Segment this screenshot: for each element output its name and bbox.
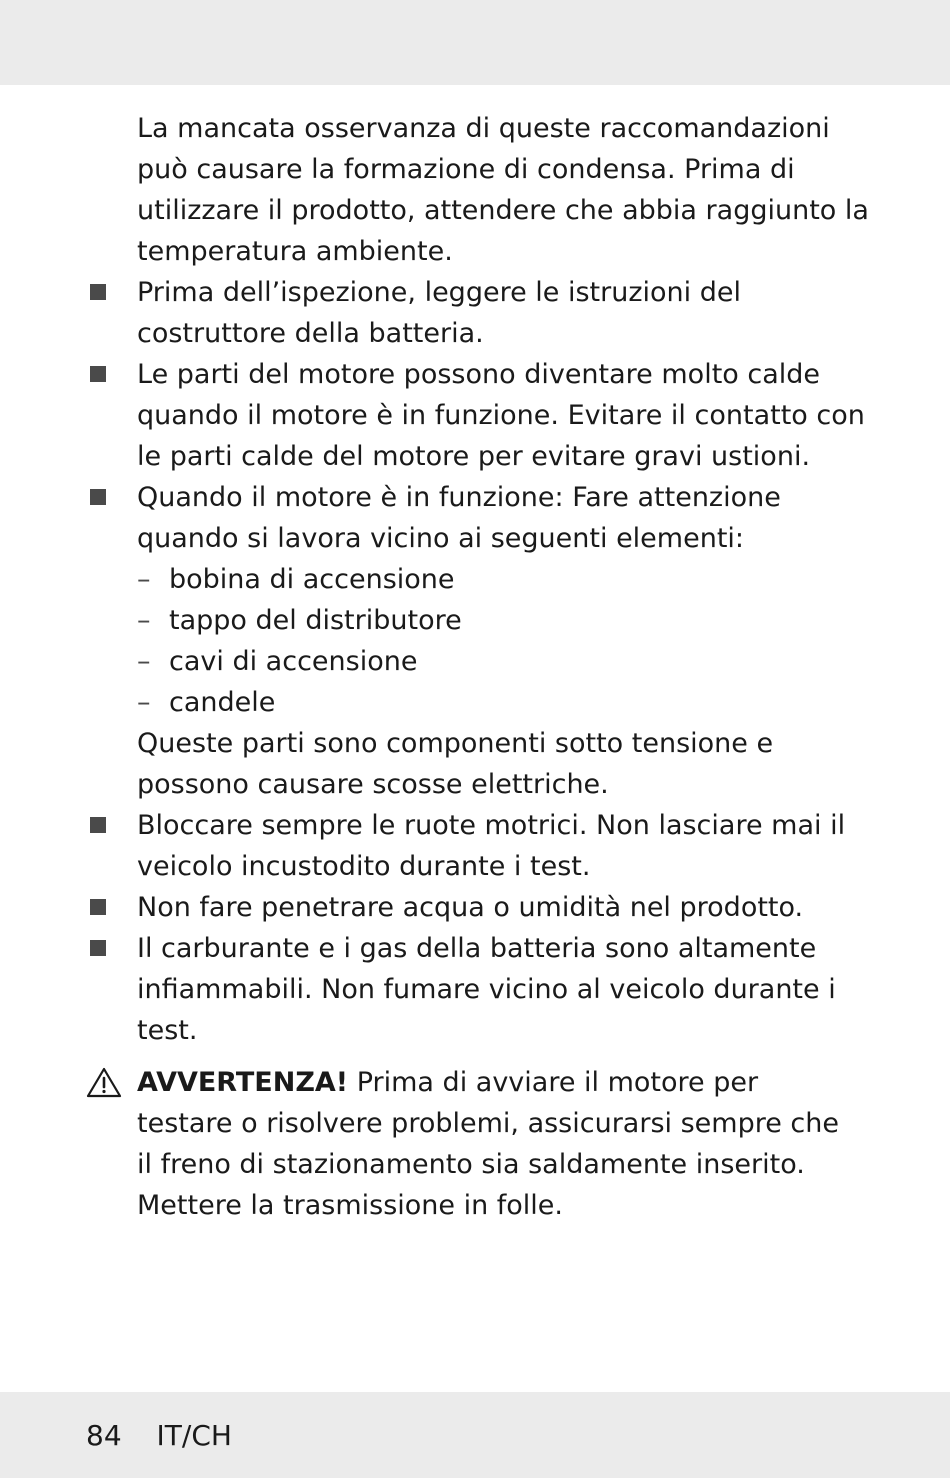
header-band — [0, 0, 950, 85]
bullet-item-1 — [0, 272, 950, 354]
list-item-text: bobina di accensione — [169, 564, 455, 595]
dash-icon: – — [137, 687, 151, 718]
list-item-text: tappo del distributore — [169, 605, 462, 636]
list-item-text: cavi di accensione — [169, 646, 418, 677]
intro-paragraph — [0, 108, 950, 272]
warning-notice — [0, 1062, 950, 1226]
dash-icon: – — [137, 605, 151, 636]
square-bullet-icon — [90, 817, 106, 833]
page-number: 84 — [86, 1419, 122, 1452]
warning-title: AVVERTENZA! — [137, 1067, 349, 1098]
bullet-item-6 — [0, 928, 950, 1051]
square-bullet-icon — [90, 940, 106, 956]
locale-code: IT/CH — [156, 1419, 232, 1452]
warning-triangle-icon — [86, 1066, 122, 1098]
bullet-text: Prima dell’ispezione, leggere le istruzioni del costruttore della batteria. — [137, 277, 741, 349]
dash-icon: – — [137, 564, 151, 595]
bullet-item-5 — [0, 887, 950, 928]
square-bullet-icon — [90, 366, 106, 382]
list-item — [137, 641, 880, 682]
bullet-item-3 — [0, 477, 950, 805]
bullet-item-4 — [0, 805, 950, 887]
bullet-item-2 — [0, 354, 950, 477]
bullet-followup-text: Queste parti sono componenti sotto tensione e possono causare scosse elettriche. — [137, 728, 774, 800]
square-bullet-icon — [90, 899, 106, 915]
list-item — [137, 600, 880, 641]
page-footer — [86, 1414, 232, 1458]
warning-text: Prima di avviare il motore per testare o risolvere problemi, assicurarsi sempre che il freno di stazionamento sia saldamente inserito. Mettere la trasmissione in folle. — [137, 1067, 839, 1221]
dash-icon: – — [137, 646, 151, 677]
bullet-text: Il carburante e i gas della batteria sono altamente infiammabili. Non fumare vicino al veicolo durante i test. — [137, 933, 836, 1046]
list-item-text: candele — [169, 687, 276, 718]
list-item — [137, 682, 880, 723]
component-list — [137, 559, 880, 723]
bullet-text: Le parti del motore possono diventare molto calde quando il motore è in funzione. Evitare il contatto con le parti calde del motore per evitare gravi ustioni. — [137, 359, 865, 472]
bullet-text: Quando il motore è in funzione: Fare attenzione quando si lavora vicino ai seguenti elementi: — [137, 482, 781, 554]
square-bullet-icon — [90, 489, 106, 505]
intro-text: La mancata osservanza di queste raccomandazioni può causare la formazione di condensa. Prima di utilizzare il prodotto, attendere che abbia raggiunto la temperatura ambiente. — [137, 113, 869, 267]
bullet-text: Non fare penetrare acqua o umidità nel prodotto. — [137, 892, 804, 923]
bullet-text: Bloccare sempre le ruote motrici. Non lasciare mai il veicolo incustodito durante i test. — [137, 810, 846, 882]
list-item — [137, 559, 880, 600]
page-content — [0, 108, 950, 1226]
square-bullet-icon — [90, 284, 106, 300]
